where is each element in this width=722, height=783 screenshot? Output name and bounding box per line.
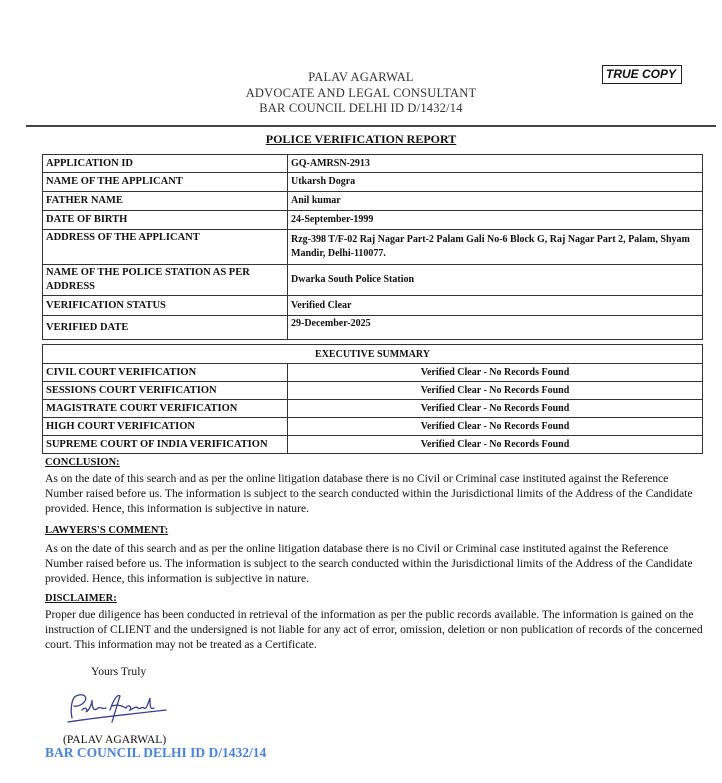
details-row (43, 316, 703, 340)
summary-row (43, 436, 703, 454)
signoff-bar-id: BAR COUNCIL DELHI ID D/1432/14 (45, 745, 267, 760)
signature-image (62, 688, 172, 728)
signatory-name: (PALAV AGARWAL) (63, 733, 167, 746)
signature-stroke (68, 710, 166, 722)
signature-stroke (82, 700, 106, 712)
details-row (43, 265, 703, 296)
details-label: VERIFIED DATE (43, 316, 288, 340)
executive-summary-heading: EXECUTIVE SUMMARY (43, 345, 703, 364)
details-value: Anil kumar (288, 192, 703, 211)
details-label: NAME OF THE POLICE STATION AS PER ADDRESS (43, 265, 288, 296)
report-title: POLICE VERIFICATION REPORT (265, 132, 457, 146)
details-label: VERIFICATION STATUS (43, 296, 288, 316)
summary-value: Verified Clear - No Records Found (288, 436, 703, 454)
disclaimer-heading: DISCLAIMER: (45, 593, 117, 604)
summary-label: MAGISTRATE COURT VERIFICATION (43, 400, 288, 418)
details-row (43, 155, 703, 173)
signature-stroke (71, 695, 86, 718)
details-value: 29-December-2025 (288, 316, 703, 340)
details-value: Dwarka South Police Station (288, 265, 703, 296)
details-value: 24-September-1999 (288, 211, 703, 230)
letterhead-name: PALAV AGARWAL (308, 70, 414, 84)
details-label: DATE OF BIRTH (43, 211, 288, 230)
summary-row (43, 382, 703, 400)
summary-value: Verified Clear - No Records Found (288, 400, 703, 418)
details-value: Rzg-398 T/F-02 Raj Nagar Part-2 Palam Gali No-6 Block G, Raj Nagar Part 2, Palam, Shyam Mandir, Delhi-110077. (288, 230, 703, 265)
details-label: APPLICATION ID (43, 155, 288, 173)
summary-row (43, 364, 703, 382)
summary-value: Verified Clear - No Records Found (288, 418, 703, 436)
executive-summary-table (42, 344, 703, 454)
summary-value: Verified Clear - No Records Found (288, 382, 703, 400)
summary-row (43, 400, 703, 418)
summary-value: Verified Clear - No Records Found (288, 364, 703, 382)
disclaimer-text: Proper due diligence has been conducted in retrieval of the information as per the public records available. The information is gained on the instruction of CLIENT and the undersigned is not liable for any act of error, omission, deletion or non publication of records of the concerned court. This information may not be treated as a Certificate. (45, 608, 703, 651)
lawyers-comment-heading: LAWYERS'S COMMENT: (45, 525, 169, 536)
summary-label: SUPREME COURT OF INDIA VERIFICATION (43, 436, 288, 454)
summary-label: CIVIL COURT VERIFICATION (43, 364, 288, 382)
lawyers-comment-text: As on the date of this search and as per the online litigation database there is no Civil or Criminal case instituted against the Reference Number raised before us. The information is subject to the search conducted within the Jurisdictional limits of the Address of the Candidate provided. Hence, this information is subjective in nature. (45, 542, 693, 585)
letterhead-bar-id: BAR COUNCIL DELHI ID D/1432/14 (259, 101, 463, 115)
summary-row (43, 418, 703, 436)
details-value: GQ-AMRSN-2913 (288, 155, 703, 173)
conclusion-heading: CONCLUSION: (45, 457, 120, 468)
summary-label: SESSIONS COURT VERIFICATION (43, 382, 288, 400)
closing: Yours Truly (91, 665, 147, 678)
details-table (42, 154, 703, 340)
conclusion-text: As on the date of this search and as per the online litigation database there is no Civil or Criminal case instituted against the Reference Number raised before us. The information is subject to the search conducted within the Jurisdictional limits of the Address of the Candidate provided. Hence, this information is subjective in nature. (45, 472, 693, 515)
details-row (43, 211, 703, 230)
signature-stroke (110, 696, 154, 722)
letterhead-designation: ADVOCATE AND LEGAL CONSULTANT (245, 86, 477, 100)
details-label: ADDRESS OF THE APPLICANT (43, 230, 288, 265)
details-row (43, 230, 703, 265)
details-row (43, 173, 703, 192)
header-divider (26, 125, 716, 127)
true-copy-stamp: TRUE COPY (602, 65, 682, 84)
details-value: Utkarsh Dogra (288, 173, 703, 192)
details-value: Verified Clear (288, 296, 703, 316)
details-row (43, 192, 703, 211)
details-row (43, 296, 703, 316)
summary-label: HIGH COURT VERIFICATION (43, 418, 288, 436)
details-label: FATHER NAME (43, 192, 288, 211)
details-label: NAME OF THE APPLICANT (43, 173, 288, 192)
